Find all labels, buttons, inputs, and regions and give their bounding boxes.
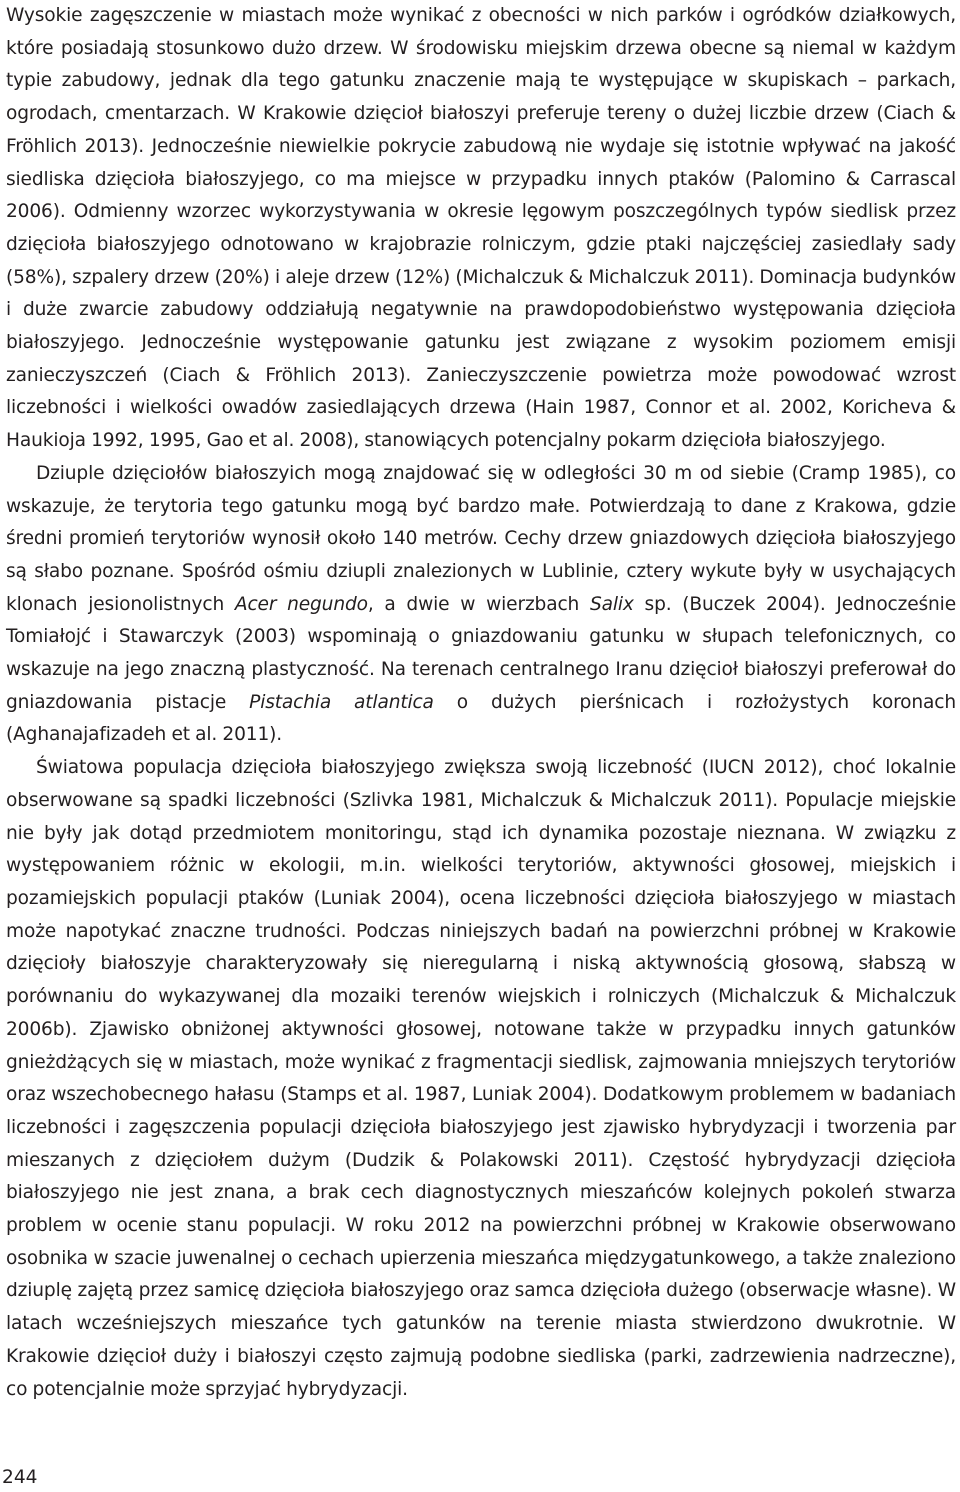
species-name-pistachia: Pistachia atlantica xyxy=(249,691,434,713)
paragraph-nest-cavities xyxy=(6,458,956,752)
paragraph-population xyxy=(6,752,956,1406)
paragraph-text: Wysokie zagęszczenie w miastach może wynikać z obecności w nich parków i ogródków działkowych, które posiadają stosunkowo dużo drzew. W środowisku miejskim drzewa obecne są niemal w każdym typie zabudowy, jednak dla tego gatunku znaczenie mają te występujące w skupiskach – parkach, ogrodach, cmentarzach. W Krakowie dzięcioł białoszyi preferuje tereny o dużej liczbie drzew (Ciach & Fröhlich 2013). Jednocześnie niewielkie pokrycie zabudową nie wydaje się istotnie wpływać na jakość siedliska dzięcioła białoszyjego, co ma miejsce w przypadku innych ptaków (Palomino & Carrascal 2006). Odmienny wzorzec wykorzystywania w okresie lęgowym poszczególnych typów siedlisk przez dzięcioła białoszyjego odnotowano w krajobrazie rolniczym, gdzie ptaki najczęściej zasiedlały sady (58%), szpalery drzew (20%) i aleje drzew (12%) (Michalczuk & Michalczuk 2011). Dominacja budynków i duże zwarcie zabudowy oddziałują negatywnie na prawdopodobieństwo występowania dzięcioła białoszyjego. Jednocześnie występowanie gatunku jest związane z wysokim poziomem emisji zanieczyszczeń (Ciach & Fröhlich 2013). Zanieczyszczenie powietrza może powodować wzrost liczebności i wielkości owadów zasiedlających drzewa (Hain 1987, Connor et al. 2002, Koricheva & Haukioja 1992, 1995, Gao et al. 2008), stanowiących potencjalny pokarm dzięcioła białoszyjego. xyxy=(6,5,956,452)
page-number: 244 xyxy=(2,1467,38,1488)
paragraph-text: o dużych pierśnicach i rozłożystych koronach (Aghanajafizadeh et al. 2011). xyxy=(6,691,956,746)
paragraph-text: , a dwie w wierzbach xyxy=(367,593,590,615)
paragraph-text: Światowa populacja dzięcioła białoszyjego zwiększa swoją liczebność (IUCN 2012), choć lokalnie obserwowane są spadki liczebności (Szlivka 1981, Michalczuk & Michalczuk 2011). Populacje miejskie nie były jak dotąd przedmiotem monitoringu, stąd ich dynamika pozostaje nieznana. W związku z występowaniem różnic w ekologii, m.in. wielkości terytoriów, aktywności głosowej, miejskich i pozamiejskich populacji ptaków (Luniak 2004), ocena liczebności dzięcioła białoszyjego w miastach może napotykać znaczne trudności. Podczas niniejszych badań na powierzchni próbnej w Krakowie dzięcioły białoszyje charakteryzowały się nieregularną i niską aktywnością głosową, słabszą w porównaniu do wykazywanej dla mozaiki terenów wiejskich i rolniczych (Michalczuk & Michalczuk 2006b). Zjawisko obniżonej aktywności głosowej, notowane także w przypadku innych gatunków gnieżdżących się w miastach, może wynikać z fragmentacji siedlisk, zajmowania mniejszych terytoriów oraz wszechobecnego hałasu (Stamps et al. 1987, Luniak 2004). Dodatkowym problemem w badaniach liczebności i zagęszczenia populacji dzięcioła białoszyjego jest zjawisko hybrydyzacji i tworzenia par mieszanych z dzięciołem dużym (Dudzik & Polakowski 2011). Częstość hybrydyzacji dzięcioła białoszyjego nie jest znana, a brak cech diagnostycznych mieszańców kolejnych pokoleń stwarza problem w ocenie stanu populacji. W roku 2012 na powierzchni próbnej w Krakowie obserwowano osobnika w szacie juwenalnej o cechach upierzenia mieszańca międzygatunkowego, a także znaleziono dziuplę zajętą przez samicę dzięcioła białoszyjego oraz samca dzięcioła dużego (obserwacje własne). W latach wcześniejszych mieszańce tych gatunków na terenie miasta stwierdzono dwukrotnie. W Krakowie dzięcioł duży i białoszyi często zajmują podobne siedliska (parki, zadrzewienia nadrzeczne), co potencjalnie może sprzyjać hybrydyzacji. xyxy=(6,757,956,1400)
paragraph-urban-density xyxy=(6,0,956,458)
species-name-acer: Acer negundo xyxy=(234,593,368,615)
genus-name-salix: Salix xyxy=(589,593,634,615)
paragraph-text: Dziuple dzięciołów białoszyich mogą znajdować się w odległości 30 m od siebie (Cramp 1985), co wskazuje, że terytoria tego gatunku mogą być bardzo małe. Potwierdzają to dane z Krakowa, gdzie średni promień terytoriów wynosił około 140 metrów. Cechy drzew gniazdowych dzięcioła białoszyjego są słabo poznane. Spośród ośmiu dziupli znalezionych w Lublinie, cztery wykute były w usychających klonach jesionolistnych xyxy=(6,462,956,615)
paragraph-text: sp. (Buczek 2004). Jednocześnie Tomiałojć i Stawarczyk (2003) wspominają o gniazdowaniu gatunku w słupach telefonicznych, co wskazuje na jego znaczną plastyczność. Na terenach centralnego Iranu dzięcioł białoszyi preferował do gniazdowania pistacje xyxy=(6,593,956,713)
document-page xyxy=(6,0,956,1406)
